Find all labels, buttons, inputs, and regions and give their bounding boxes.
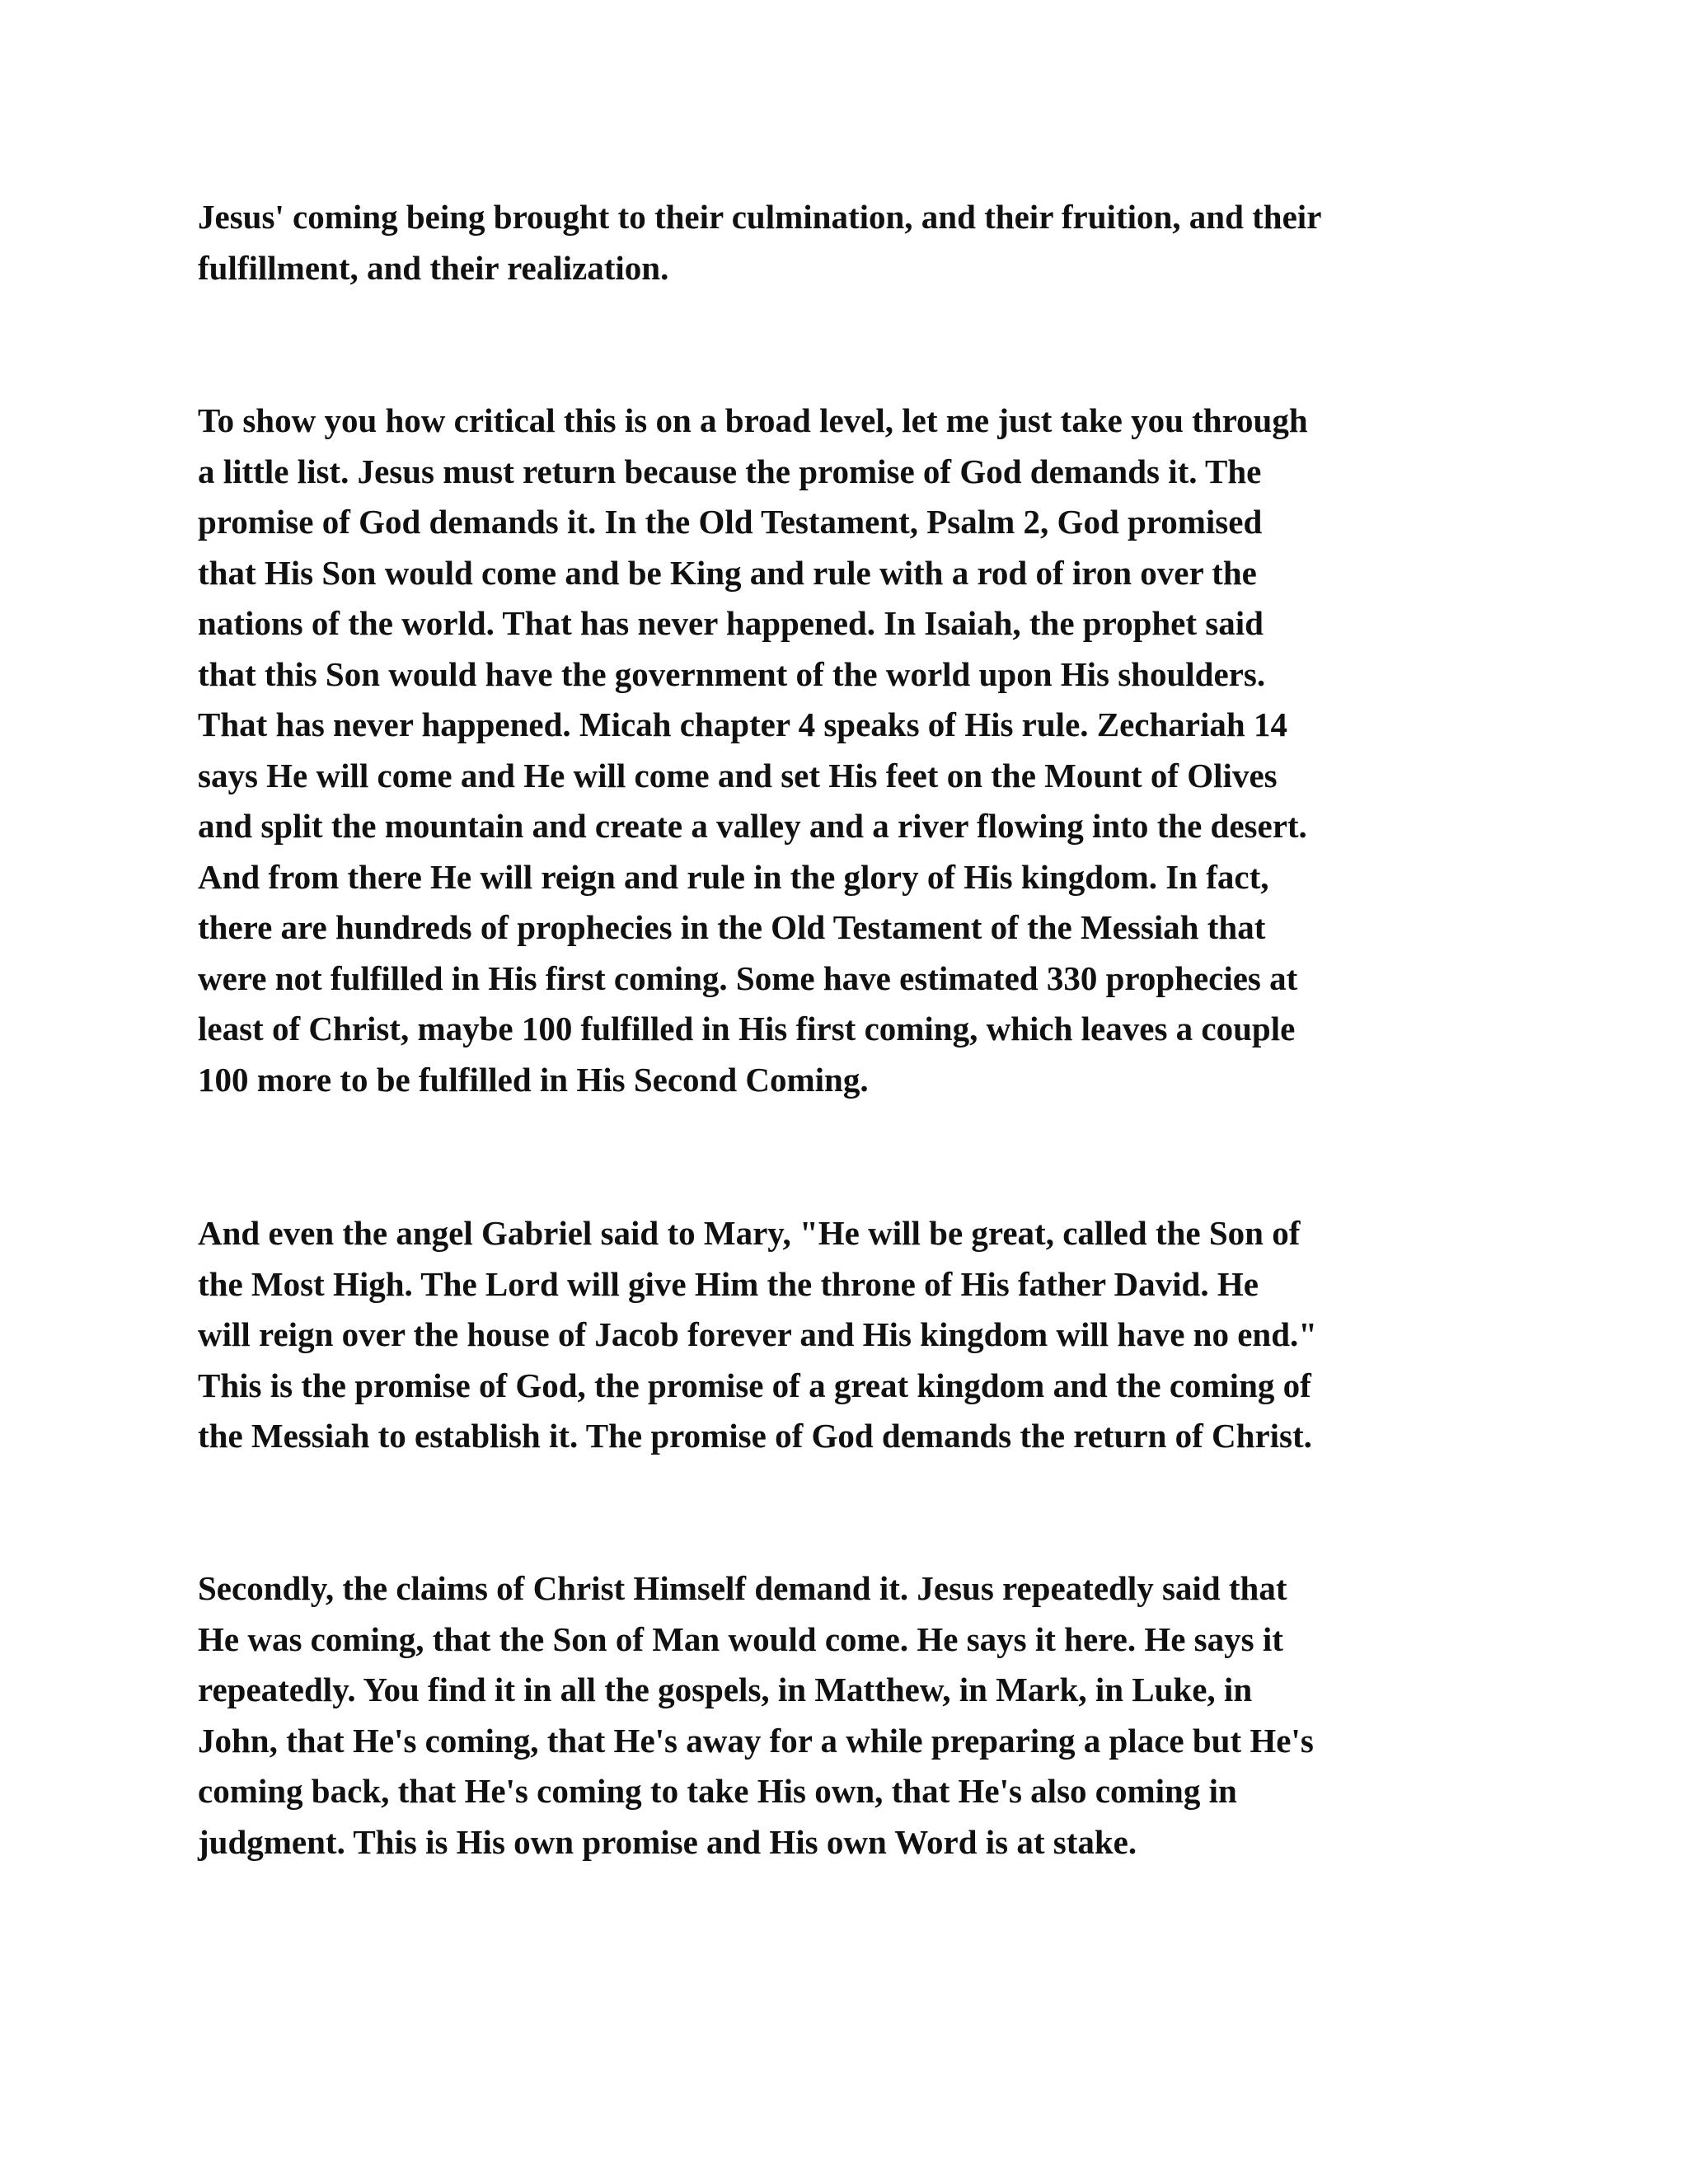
- paragraph-angel-gabriel: And even the angel Gabriel said to Mary, "He will be great, called the Son of the Most High. The Lord will give Him the throne of His father David. He will reign over the house of Jacob forever and His kingdom will have no end." This is the promise of God, the promise of a great kingdom and the coming of the Messiah to establish it. The promise of God demands the return of Christ.: [198, 1214, 1318, 1455]
- paragraph-culmination: Jesus' coming being brought to their culmination, and their fruition, and their fulfillment, and their realization.: [198, 198, 1322, 287]
- paragraph-claims-of-christ: Secondly, the claims of Christ Himself demand it. Jesus repeatedly said that He was coming, that the Son of Man would come. He says it here. He says it repeatedly. You find it in all the gospels, in Matthew, in Mark, in Luke, in John, that He's coming, that He's away for a while preparing a place but He's coming back, that He's coming to take His own, that He's also coming in judgment. This is His own promise and His own Word is at stake.: [198, 1569, 1314, 1861]
- paragraph-promise-of-god: To show you how critical this is on a broad level, let me just take you through a little list. Jesus must return because the promise of God demands it. The promise of God demands it. In the Old Testament, Psalm 2, God promised that His Son would come and be King and rule with a rod of iron over the nations of the world. That has never happened. In Isaiah, the prophet said that this Son would have the government of the world upon His shoulders. That has never happened. Micah chapter 4 speaks of His rule. Zechariah 14 says He will come and He will come and set His feet on the Mount of Olives and split the mountain and create a valley and a river flowing into the desert. And from there He will reign and rule in the glory of His kingdom. In fact, there are hundreds of prophecies in the Old Testament of the Messiah that were not fulfilled in His first coming. Some have estimated 330 prophecies at least of Christ, maybe 100 fulfilled in His first coming, which leaves a couple 100 more to be fulfilled in His Second Coming.: [198, 401, 1308, 1099]
